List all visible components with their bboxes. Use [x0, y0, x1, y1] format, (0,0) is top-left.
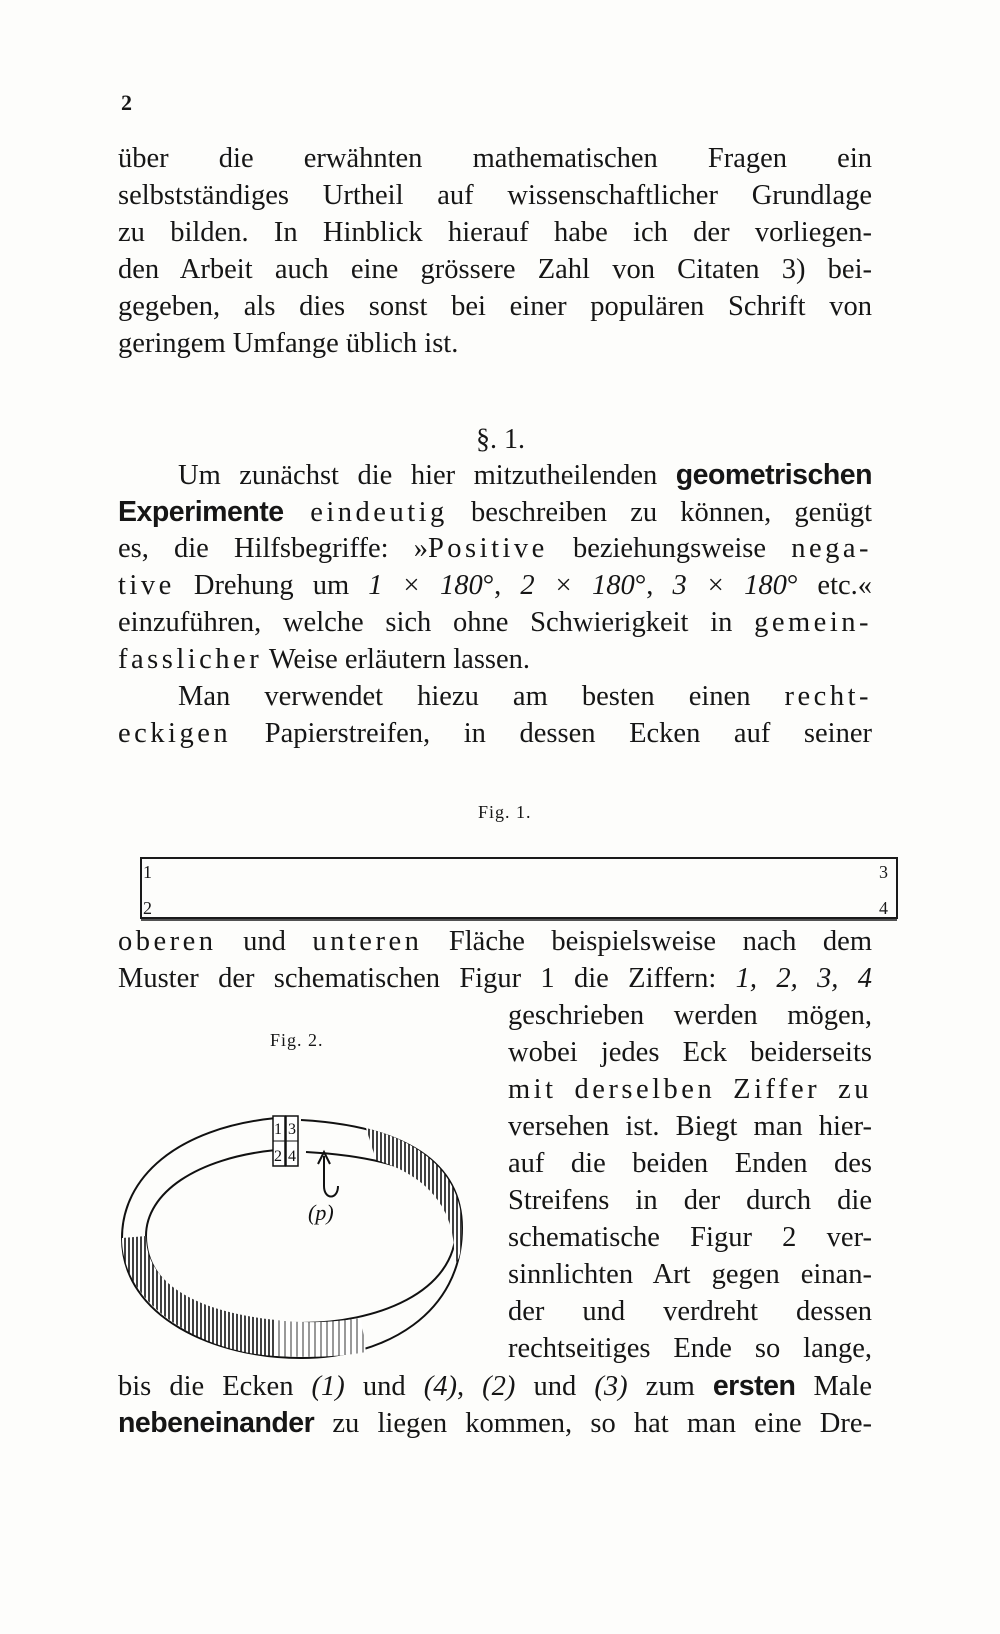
- text-span: Drehung um: [174, 570, 369, 601]
- text-span: und: [216, 926, 313, 957]
- text-line: [508, 1256, 872, 1294]
- text-span: Fläche beispielsweise nach dem: [422, 926, 872, 957]
- spaced-term: oberen: [118, 926, 217, 957]
- ring-shading-right: [366, 1128, 462, 1262]
- bold-term: ersten: [712, 1370, 796, 1402]
- strip-corner-3: 3: [879, 862, 888, 882]
- text-span: °,: [482, 570, 521, 601]
- ring-shading-bottom: [276, 1318, 366, 1357]
- ring-corner-2: 2: [274, 1148, 282, 1165]
- text-span: beziehungsweise: [547, 533, 792, 564]
- text-line: [118, 715, 872, 753]
- text-span: ° etc.«: [786, 570, 873, 601]
- text-line: [118, 140, 872, 178]
- text-span: °,: [634, 570, 673, 601]
- strip-corner-4: 4: [879, 898, 888, 918]
- italic-term: (1): [311, 1371, 345, 1402]
- text-span: zum: [627, 1371, 713, 1402]
- strip-outline: [141, 858, 897, 918]
- spaced-term: gemein-: [754, 607, 872, 638]
- spaced-term: Positive: [427, 533, 548, 564]
- text-span: rechtseitiges Ende so lange,: [508, 1333, 872, 1364]
- rotation-axis-label: (p): [308, 1200, 334, 1225]
- italic-term: (4): [423, 1371, 457, 1402]
- text-line: [508, 1071, 872, 1109]
- text-span: einzuführen, welche sich ohne Schwierigkeit in: [118, 607, 755, 638]
- text-line: [118, 530, 872, 568]
- text-line: [118, 567, 872, 605]
- text-span: gegeben, als dies sonst bei einer populären Schrift von: [118, 291, 872, 322]
- text-span: und: [344, 1371, 424, 1402]
- spaced-term: unteren: [312, 926, 423, 957]
- text-line: [118, 493, 872, 532]
- text-line: [508, 1145, 872, 1183]
- text-span: beschreiben zu können, genügt: [447, 497, 873, 528]
- section-heading: §. 1.: [476, 424, 525, 455]
- text-span: mit derselben Ziffer zu: [508, 1074, 872, 1105]
- spaced-term: eindeutig: [283, 497, 448, 528]
- italic-term: 1 × 180: [368, 570, 483, 601]
- text-line: [178, 678, 872, 716]
- text-span: zu liegen kommen, so hat man eine Dre-: [314, 1408, 872, 1439]
- text-span: der und verdreht dessen: [508, 1296, 872, 1327]
- text-line: [118, 325, 872, 363]
- figure-1-paper-strip: [139, 856, 899, 922]
- text-span: ,: [456, 1371, 483, 1402]
- strip-corner-2: 2: [143, 898, 152, 918]
- text-span: auf die beiden Enden des: [508, 1148, 872, 1179]
- text-span: Papierstreifen, in dessen Ecken auf seiner: [231, 718, 872, 749]
- bold-term: Experimente: [118, 496, 284, 528]
- text-span: bis die Ecken: [118, 1371, 312, 1402]
- bold-term: geometrischen: [675, 459, 872, 491]
- text-span: Streifens in der durch die: [508, 1185, 872, 1216]
- text-line: [118, 1367, 872, 1406]
- figure-2-caption: Fig. 2.: [270, 1030, 324, 1050]
- italic-term: (2): [482, 1371, 516, 1402]
- text-span: zu bilden. In Hinblick hierauf habe ich der vorliegen-: [118, 217, 872, 248]
- text-span: Man verwendet hiezu am besten einen: [178, 681, 785, 712]
- text-line: [118, 604, 872, 642]
- text-span: sinnlichten Art gegen einan-: [508, 1259, 872, 1290]
- spaced-term: nega-: [791, 533, 872, 564]
- text-span: versehen ist. Biegt man hier-: [508, 1111, 872, 1142]
- spaced-term: tive: [118, 570, 175, 601]
- italic-term: (3): [594, 1371, 628, 1402]
- rotation-arrow: [324, 1156, 338, 1197]
- text-span: geschrieben werden mögen,: [508, 1000, 872, 1031]
- text-span: Male: [795, 1371, 873, 1402]
- figure-2-ring: [116, 1108, 486, 1364]
- text-line: [508, 1182, 872, 1220]
- text-line: [508, 1219, 872, 1257]
- text-line: [508, 1293, 872, 1331]
- ring-inner-edge: [146, 1150, 456, 1323]
- text-line: [118, 214, 872, 252]
- figure-1-caption: Fig. 1.: [478, 802, 532, 822]
- strip-corner-1: 1: [143, 862, 152, 882]
- text-span: Muster der schematischen Figur 1 die Ziffern:: [118, 963, 736, 994]
- italic-term: 3 × 180: [672, 570, 787, 601]
- text-line: [118, 960, 872, 998]
- text-line: [118, 1404, 872, 1443]
- italic-term: 2 × 180: [520, 570, 635, 601]
- text-span: den Arbeit auch eine grössere Zahl von Citaten 3) bei-: [118, 254, 872, 285]
- bold-term: nebeneinander: [118, 1407, 315, 1439]
- text-line: [118, 251, 872, 289]
- text-line: [508, 997, 872, 1035]
- text-line: [118, 288, 872, 326]
- page-number: 2: [121, 90, 132, 115]
- text-span: und: [515, 1371, 595, 1402]
- text-line: [508, 1034, 872, 1072]
- text-span: selbstständiges Urtheil auf wissenschaftlicher Grundlage: [118, 180, 872, 211]
- text-span: Um zunächst die hier mitzutheilenden: [178, 460, 676, 491]
- ring-corner-3: 3: [288, 1121, 296, 1138]
- text-line: [508, 1108, 872, 1146]
- text-line: [118, 923, 872, 961]
- spaced-term: fasslicher: [118, 644, 263, 675]
- ring-corner-4: 4: [288, 1148, 296, 1165]
- text-line: [118, 641, 872, 679]
- text-span: wobei jedes Eck beiderseits: [508, 1037, 872, 1068]
- text-span: Weise erläutern lassen.: [262, 644, 531, 675]
- text-span: über die erwähnten mathematischen Fragen ein: [118, 143, 872, 174]
- text-line: [178, 456, 872, 495]
- spaced-term: eckigen: [118, 718, 232, 749]
- text-span: schematische Figur 2 ver-: [508, 1222, 872, 1253]
- text-span: geringem Umfange üblich ist.: [118, 328, 459, 359]
- text-line: [118, 177, 872, 215]
- ring-corner-1: 1: [274, 1121, 282, 1138]
- text-span: es, die Hilfsbegriffe: »: [118, 533, 428, 564]
- spaced-term: recht-: [784, 681, 872, 712]
- text-line: [508, 1330, 872, 1368]
- italic-term: 1, 2, 3, 4: [735, 963, 872, 994]
